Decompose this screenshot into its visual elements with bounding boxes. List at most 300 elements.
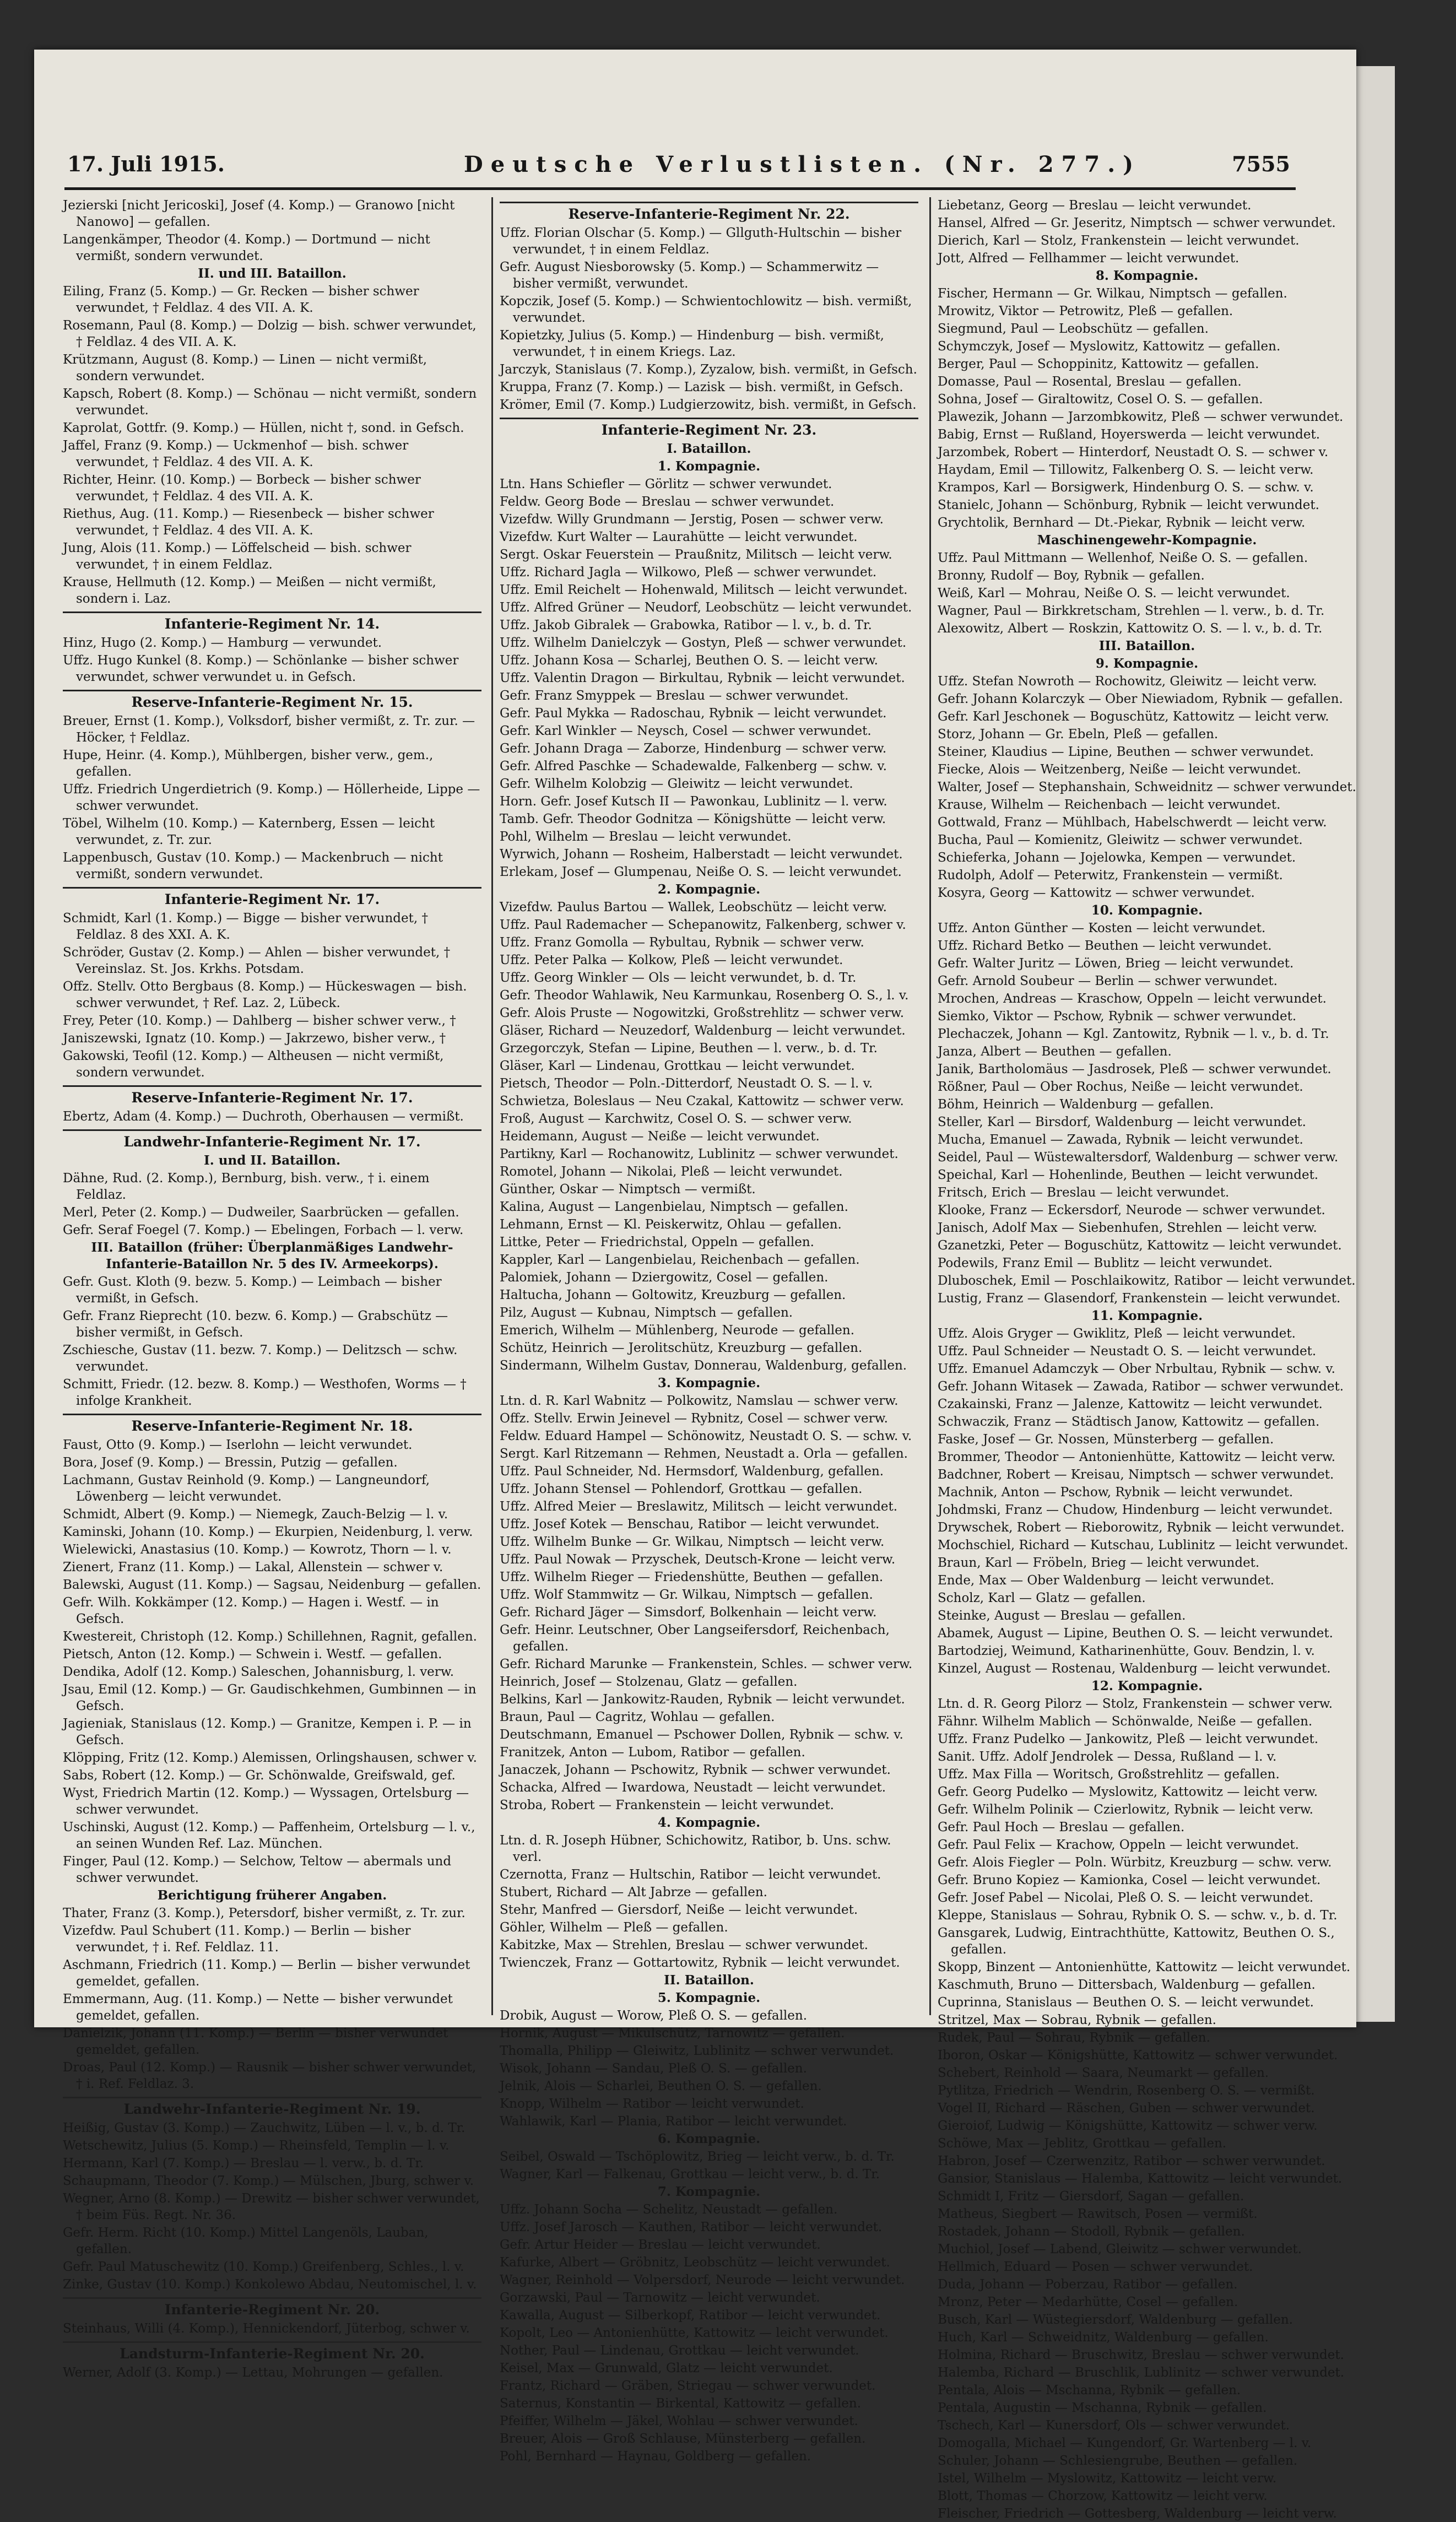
unit-subheading: 6. Kompagnie. (657, 2131, 761, 2146)
casualty-entry: Tschech, Karl — Kunersdorf, Ols — schwer verwundet. (938, 2418, 1290, 2433)
casualty-entry: Haltucha, Johann — Goltowitz, Kreuzburg — gefallen. (500, 1288, 846, 1302)
casualty-entry: Zinke, Gustav (10. Komp.) Konkolewo Abdau, Neutomischel, l. v. (63, 2277, 477, 2292)
casualty-entry: Janaczek, Johann — Pschowitz, Rybnik — schwer verwundet. (500, 1763, 891, 1777)
casualty-entry: Vizefdw. Paulus Bartou — Wallek, Leobschütz — leicht verw. (500, 900, 887, 914)
casualty-entry: Deutschmann, Emanuel — Pschower Dollen, Rybnik — schw. v. (500, 1728, 903, 1742)
casualty-entry: Gläser, Karl — Lindenau, Grottkau — leicht verwundet. (500, 1059, 855, 1073)
casualty-entry: Jaffel, Franz (9. Komp.) — Uckmenhof — bish. schwer verwundet, † Feldlaz. 4 des VII. A. K. (63, 439, 409, 469)
casualty-entry: Franitzek, Anton — Lubom, Ratibor — gefallen. (500, 1745, 805, 1760)
casualty-entry: Stritzel, Max — Sobrau, Rybnik — gefallen. (938, 2013, 1216, 2027)
casualty-entry: Rostadek, Johann — Stodoll, Rybnik — gefallen. (938, 2225, 1245, 2239)
casualty-entry: Badchner, Robert — Kreisau, Nimptsch — schwer verwundet. (938, 1468, 1334, 1482)
casualty-entry: Uschinski, August (12. Komp.) — Paffenheim, Ortelsburg — l. v., an seinen Wunden Ref. Laz. München. (63, 1820, 475, 1851)
casualty-entry: Wahlawik, Karl — Plania, Ratibor — leicht verwundet. (500, 2114, 847, 2129)
casualty-entry: Gefr. Heinr. Leutschner, Ober Langseifersdorf, Reichenbach, gefallen. (500, 1623, 890, 1654)
unit-subheading: 1. Kompagnie. (657, 459, 761, 474)
casualty-entry: Schütz, Heinrich — Jerolitschütz, Kreuzburg — gefallen. (500, 1341, 863, 1355)
header-title (464, 151, 1141, 177)
casualty-entry: Lachmann, Gustav Reinhold (9. Komp.) — Langneundorf, Löwenberg — leicht verwundet. (63, 1473, 430, 1504)
casualty-entry: Werner, Adolf (3. Komp.) — Lettau, Mohrungen — gefallen. (63, 2366, 443, 2380)
casualty-entry: Gzanetzki, Peter — Boguschütz, Kattowitz — leicht verwundet. (938, 1238, 1342, 1253)
casualty-entry: Krause, Hellmuth (12. Komp.) — Meißen — nicht vermißt, sondern i. Laz. (63, 575, 436, 606)
casualty-entry: Aschmann, Friedrich (11. Komp.) — Berlin — bisher verwundet gemeldet, gefallen. (63, 1958, 470, 1989)
casualty-entry: Stehr, Manfred — Giersdorf, Neiße — leicht verwundet. (500, 1903, 858, 1917)
header-page-number: 7555 (1232, 151, 1290, 176)
casualty-entry: Domogalla, Michael — Kungendorf, Gr. Wartenberg — l. v. (938, 2436, 1312, 2450)
casualty-entry: Seibel, Oswald — Tschöplowitz, Brieg — leicht verw., b. d. Tr. (500, 2150, 895, 2164)
casualty-entry: Uffz. Georg Winkler — Ols — leicht verwundet, b. d. Tr. (500, 971, 857, 985)
casualty-entry: Uffz. Anton Günther — Kosten — leicht verwundet. (938, 921, 1266, 935)
casualty-entry: Janisch, Adolf Max — Siebenhufen, Strehlen — leicht verw. (938, 1221, 1317, 1235)
casualty-entry: Krampos, Karl — Borsigwerk, Hindenburg O. S. — schw. v. (938, 480, 1314, 495)
unit-subheading: 2. Kompagnie. (657, 882, 761, 897)
casualty-entry: Uffz. Franz Gomolla — Rybultau, Rybnik — schwer verw. (500, 935, 864, 950)
casualty-entry: Zschiesche, Gustav (11. bezw. 7. Komp.) — Delitzsch — schw. verwundet. (63, 1343, 458, 1374)
casualty-entry: Richter, Heinr. (10. Komp.) — Borbeck — bisher schwer verwundet, † Feldlaz. 4 des VII. A. K. (63, 473, 421, 504)
casualty-entry: Gottwald, Franz — Mühlbach, Habelschwerdt — leicht verw. (938, 815, 1327, 830)
casualty-entry: Gorzawski, Paul — Tarnowitz — leicht verwundet. (500, 2291, 820, 2305)
casualty-entry: Gakowski, Teofil (12. Komp.) — Altheusen — nicht vermißt, sondern verwundet. (63, 1049, 444, 1080)
casualty-entry: Haydam, Emil — Tillowitz, Falkenberg O. S. — leicht verw. (938, 463, 1314, 477)
casualty-entry: Twienczek, Franz — Gottartowitz, Rybnik — leicht verwundet. (500, 1956, 900, 1970)
casualty-entry: Drywschek, Robert — Rieborowitz, Rybnik — leicht verwundet. (938, 1520, 1345, 1535)
casualty-entry: Schmitt, Friedr. (12. bezw. 8. Komp.) — Westhofen, Worms — † infolge Krankheit. (63, 1377, 467, 1408)
casualty-entry: Uffz. Florian Olschar (5. Komp.) — Gllguth-Hultschin — bisher verwundet, † in einem Feldlaz. (500, 226, 902, 257)
casualty-entry: Günther, Oskar — Nimptsch — vermißt. (500, 1182, 756, 1197)
casualty-entry: Janik, Bartholomäus — Jasdrosek, Pleß — schwer verwundet. (938, 1062, 1331, 1076)
unit-subheading: I. und II. Bataillon. (204, 1153, 340, 1168)
casualty-entry: Uffz. Johann Stensel — Pohlendorf, Grottkau — gefallen. (500, 1482, 863, 1496)
header-title-text: Deutsche Verlustlisten. (464, 151, 929, 177)
casualty-entry: Seidel, Paul — Wüstewaltersdorf, Waldenburg — schwer verw. (938, 1150, 1339, 1165)
casualty-entry: Offz. Stellv. Otto Bergbaus (8. Komp.) — Hückeswagen — bish. schwer verwundet, † Ref. Laz. 2, Lübeck. (63, 979, 467, 1010)
casualty-entry: Wielewicki, Anastasius (10. Komp.) — Kowrotz, Thorn — l. v. (63, 1543, 452, 1557)
unit-subheading: III. Bataillon. (1098, 638, 1195, 653)
casualty-entry: Gefr. Wilhelm Kolobzig — Gleiwitz — leicht verwundet. (500, 777, 853, 791)
casualty-entry: Schacka, Alfred — Iwardowa, Neustadt — leicht verwundet. (500, 1780, 886, 1795)
casualty-entry: Gefr. Johann Draga — Zaborze, Hindenburg — schwer verw. (500, 742, 887, 756)
unit-subheading: I. Bataillon. (667, 441, 751, 456)
casualty-entry: Bucha, Paul — Komienitz, Gleiwitz — schwer verwundet. (938, 833, 1303, 847)
casualty-entry: Uffz. Hugo Kunkel (8. Komp.) — Schönlanke — bisher schwer verwundet, schwer verwundet u. in Gefsch. (63, 653, 459, 684)
unit-subheading: 4. Kompagnie. (657, 1815, 761, 1830)
casualty-entry: Gefr. Paul Matuschewitz (10. Komp.) Greifenberg, Schles., l. v. (63, 2260, 464, 2274)
casualty-entry: Kopolt, Leo — Antonienhütte, Kattowitz — leicht verwundet. (500, 2326, 889, 2340)
casualty-entry: Breuer, Ernst (1. Komp.), Volksdorf, bisher vermißt, z. Tr. zur. — Höcker, † Feldlaz. (63, 714, 475, 745)
casualty-entry: Uffz. Max Filla — Woritsch, Großstrehlitz — gefallen. (938, 1767, 1280, 1782)
casualty-entry: Partikny, Karl — Rochanowitz, Lublinitz — schwer verwundet. (500, 1147, 899, 1161)
casualty-entry: Nother, Paul — Lindenau, Grottkau — leicht verwundet. (500, 2344, 859, 2358)
casualty-entry: Brommer, Theodor — Antonienhütte, Kattowitz — leicht verw. (938, 1450, 1336, 1464)
casualty-entry: Pentala, Augustin — Mschanna, Rybnik — gefallen. (938, 2401, 1267, 2415)
casualty-entry: Uffz. Emil Reichelt — Hohenwald, Militsch — leicht verwundet. (500, 583, 908, 597)
casualty-entry: Fähnr. Wilhelm Mablich — Schönwalde, Neiße — gefallen. (938, 1714, 1313, 1729)
casualty-entry: Gansgarek, Ludwig, Eintrachthütte, Kattowitz, Beuthen O. S., gefallen. (938, 1926, 1335, 1957)
casualty-entry: Pfeiffer, Wilhelm — Jäkel, Wohlau — schwer verwundet. (500, 2414, 858, 2428)
regiment-heading: Landwehr-Infanterie-Regiment Nr. 17. (63, 1129, 481, 1150)
casualty-entry: Kaminski, Johann (10. Komp.) — Ekurpien, Neidenburg, l. verw. (63, 1525, 473, 1539)
casualty-entry: Rößner, Paul — Ober Rochus, Neiße — leicht verwundet. (938, 1080, 1303, 1094)
casualty-entry: Stroba, Robert — Frankenstein — leicht verwundet. (500, 1798, 834, 1812)
casualty-entry: Dähne, Rud. (2. Komp.), Bernburg, bish. verw., † i. einem Feldlaz. (63, 1171, 430, 1202)
casualty-entry: Sergt. Oskar Feuerstein — Praußnitz, Militsch — leicht verw. (500, 548, 892, 562)
casualty-entry: Pohl, Wilhelm — Breslau — leicht verwundet. (500, 830, 792, 844)
casualty-entry: Gefr. Wilh. Kokkämper (12. Komp.) — Hagen i. Westf. — in Gefsch. (63, 1595, 439, 1626)
regiment-heading: Reserve-Infanterie-Regiment Nr. 17. (63, 1085, 481, 1106)
casualty-entry: Pilz, August — Kubnau, Nimptsch — gefallen. (500, 1306, 793, 1320)
casualty-entry: Sindermann, Wilhelm Gustav, Donnerau, Waldenburg, gefallen. (500, 1359, 907, 1373)
casualty-entry: Gefr. Herm. Richt (10. Komp.) Mittel Langenöls, Lauban, gefallen. (63, 2226, 429, 2256)
casualty-entry: Mochschiel, Richard — Kutschau, Lublinitz — leicht verwundet. (938, 1538, 1349, 1552)
casualty-entry: Uffz. Paul Nowak — Przyschek, Deutsch-Krone — leicht verw. (500, 1552, 896, 1567)
document-page (34, 50, 1356, 2521)
casualty-entry: Kawalla, August — Silberkopf, Ratibor — leicht verwundet. (500, 2308, 881, 2323)
casualty-entry: Vizefdw. Willy Grundmann — Jerstig, Posen — schwer verw. (500, 512, 884, 527)
casualty-entry: Wyst, Friedrich Martin (12. Komp.) — Wyssagen, Ortelsburg — schwer verwundet. (63, 1786, 469, 1817)
casualty-entry: Wagner, Reinhold — Volpersdorf, Neurode — leicht verwundet. (500, 2273, 905, 2287)
casualty-entry: Liebetanz, Georg — Breslau — leicht verwundet. (938, 198, 1252, 213)
casualty-entry: Thater, Franz (3. Komp.), Petersdorf, bisher vermißt, z. Tr. zur. (63, 1906, 466, 1920)
casualty-entry: Kopczik, Josef (5. Komp.) — Schwientochlowitz — bish. vermißt, verwundet. (500, 294, 912, 325)
casualty-entry: Hermann, Karl (7. Komp.) — Breslau — l. verw., b. d. Tr. (63, 2156, 424, 2171)
unit-subheading: Maschinengewehr-Kompagnie. (1037, 533, 1257, 548)
casualty-entry: Gieroiof, Ludwig — Königshütte, Kattowitz — schwer verw. (938, 2119, 1318, 2133)
casualty-entry: Cuprinna, Stanislaus — Beuthen O. S. — leicht verwundet. (938, 1995, 1314, 2010)
casualty-entry: Gefr. Alois Pruste — Nogowitzki, Großstrehlitz — schwer verw. (500, 1006, 905, 1020)
casualty-entry: Braun, Paul — Cagritz, Wohlau — gefallen. (500, 1710, 775, 1724)
page-header (67, 151, 1290, 186)
casualty-entry: Weiß, Karl — Mohrau, Neiße O. S. — leicht verwundet. (938, 586, 1290, 600)
casualty-entry: Steller, Karl — Birsdorf, Waldenburg — leicht verwundet. (938, 1115, 1306, 1129)
casualty-entry: Czernotta, Franz — Hultschin, Ratibor — leicht verwundet. (500, 1868, 881, 1882)
casualty-entry: Kabitzke, Max — Strehlen, Breslau — schwer verwundet. (500, 1938, 868, 1952)
casualty-entry: Bora, Josef (9. Komp.) — Bressin, Putzig — gefallen. (63, 1455, 398, 1470)
unit-subheading: 11. Kompagnie. (1091, 1308, 1203, 1323)
casualty-entry: Schöwe, Max — Jeblitz, Grottkau — gefallen. (938, 2136, 1227, 2151)
casualty-entry: Janza, Albert — Beuthen — gefallen. (938, 1044, 1172, 1059)
casualty-entry: Gefr. Franz Rieprecht (10. bezw. 6. Komp.) — Grabschütz — bisher vermißt, in Gefsch. (63, 1309, 448, 1340)
unit-subheading: 12. Kompagnie. (1091, 1679, 1203, 1693)
casualty-entry: Plechaczek, Johann — Kgl. Zantowitz, Rybnik — l. v., b. d. Tr. (938, 1027, 1329, 1041)
casualty-entry: Hinz, Hugo (2. Komp.) — Hamburg — verwundet. (63, 636, 382, 650)
casualty-entry: Balewski, August (11. Komp.) — Sagsau, Neidenburg — gefallen. (63, 1578, 481, 1592)
unit-subheading: Berichtigung früherer Angaben. (157, 1888, 387, 1903)
casualty-entry: Uffz. Josef Kotek — Benschau, Ratibor — leicht verwundet. (500, 1517, 880, 1531)
casualty-entry: Janiszewski, Ignatz (10. Komp.) — Jakrzewo, bisher verw., † (63, 1031, 446, 1046)
casualty-entry: Holmina, Richard — Bruschwitz, Breslau — schwer verwundet. (938, 2348, 1344, 2362)
regiment-heading: Reserve-Infanterie-Regiment Nr. 22. (500, 202, 918, 223)
casualty-entry: Saternus, Konstantin — Birkental, Kattowitz — gefallen. (500, 2396, 862, 2411)
unit-subheading: II. Bataillon. (664, 1973, 754, 1988)
casualty-entry: Gefr. Josef Pabel — Nicolai, Pleß O. S. — leicht verwundet. (938, 1891, 1314, 1905)
casualty-entry: Gefr. Paul Hoch — Breslau — gefallen. (938, 1820, 1185, 1834)
casualty-entry: Schebert, Reinhold — Saara, Neumarkt — gefallen. (938, 2066, 1269, 2080)
casualty-entry: Horn. Gefr. Josef Kutsch II — Pawonkau, Lublinitz — l. verw. (500, 794, 887, 809)
casualty-entry: Schuler, Johann — Schlesiengrube, Beuthen — gefallen. (938, 2454, 1298, 2468)
casualty-entry: Fleischer, Friedrich — Gottesberg, Waldenburg — leicht verw. (938, 2507, 1337, 2521)
casualty-entry: Gefr. Walter Juritz — Löwen, Brieg — leicht verwundet. (938, 956, 1294, 971)
casualty-entry: Finger, Paul (12. Komp.) — Selchow, Teltow — abermals und schwer verwundet. (63, 1854, 452, 1885)
casualty-entry: Uffz. Stefan Nowroth — Rochowitz, Gleiwitz — leicht verw. (938, 674, 1317, 689)
casualty-entry: Mrowitz, Viktor — Petrowitz, Pleß — gefallen. (938, 304, 1233, 318)
casualty-entry: Hansel, Alfred — Gr. Jeseritz, Nimptsch — schwer verwundet. (938, 216, 1336, 230)
casualty-entry: Speichal, Karl — Hohenlinde, Beuthen — leicht verwundet. (938, 1168, 1319, 1182)
casualty-entry: Uffz. Johann Socha — Schelitz, Neustadt — gefallen. (500, 2202, 838, 2217)
casualty-entry: Dendika, Adolf (12. Komp.) Saleschen, Johannisburg, l. verw. (63, 1665, 454, 1679)
casualty-entry: Braun, Karl — Fröbeln, Brieg — leicht verwundet. (938, 1556, 1260, 1570)
casualty-entry: Siegmund, Paul — Leobschütz — gefallen. (938, 322, 1209, 336)
casualty-entry: Krömer, Emil (7. Komp.) Ludgierzowitz, bish. vermißt, in Gefsch. (500, 398, 917, 412)
casualty-entry: Uffz. Paul Mittmann — Wellenhof, Neiße O. S. — gefallen. (938, 551, 1308, 565)
casualty-entry: Schieferka, Johann — Jojelowka, Kempen — verwundet. (938, 851, 1296, 865)
casualty-entry: Jarzombek, Robert — Hinterdorf, Neustadt O. S. — schwer v. (938, 445, 1329, 459)
casualty-entry: Heißig, Gustav (3. Komp.) — Zauchwitz, Lüben — l. v., b. d. Tr. (63, 2121, 466, 2135)
casualty-entry: Uffz. Franz Pudelko — Jankowitz, Pleß — leicht verwundet. (938, 1732, 1319, 1746)
casualty-entry: Istel, Wilhelm — Myslowitz, Kattowitz — leicht verw. (938, 2471, 1277, 2486)
casualty-entry: Kruppa, Franz (7. Komp.) — Lazisk — bish. vermißt, in Gefsch. (500, 380, 903, 394)
casualty-entry: Gefr. Arnold Soubeur — Berlin — schwer verwundet. (938, 974, 1278, 988)
casualty-entry: Vizefdw. Paul Schubert (11. Komp.) — Berlin — bisher verwundet, † i. Ref. Feldlaz. 11. (63, 1924, 411, 1955)
casualty-entry: Gefr. Paul Felix — Krachow, Oppeln — leicht verwundet. (938, 1838, 1299, 1852)
casualty-entry: Abamek, August — Lipine, Beuthen O. S. — leicht verwundet. (938, 1626, 1333, 1641)
regiment-heading: Infanterie-Regiment Nr. 20. (63, 2297, 481, 2318)
casualty-entry: Jelnik, Alois — Scharlei, Beuthen O. S. — gefallen. (500, 2079, 822, 2093)
casualty-entry: Uffz. Wilhelm Bunke — Gr. Wilkau, Nimptsch — leicht verw. (500, 1535, 885, 1549)
casualty-entry: Steinke, August — Breslau — gefallen. (938, 1609, 1186, 1623)
casualty-entry: Merl, Peter (2. Komp.) — Dudweiler, Saarbrücken — gefallen. (63, 1205, 459, 1220)
casualty-entry: Langenkämper, Theodor (4. Komp.) — Dortmund — nicht vermißt, sondern verwundet. (63, 232, 430, 263)
casualty-entry: Wagner, Karl — Falkenau, Grottkau — leicht verw., b. d. Tr. (500, 2167, 880, 2182)
casualty-entry: Romotel, Johann — Nikolai, Pleß — leicht verwundet. (500, 1165, 843, 1179)
casualty-entry: Sabs, Robert (12. Komp.) — Gr. Schönwalde, Greifswald, gef. (63, 1768, 456, 1783)
casualty-entry: Mrochen, Andreas — Kraschow, Oppeln — leicht verwundet. (938, 992, 1327, 1006)
casualty-entry: Muchiol, Josef — Labend, Gleiwitz — schwer verwundet. (938, 2242, 1302, 2256)
casualty-entry: Pietsch, Theodor — Poln.-Ditterdorf, Neustadt O. S. — l. v. (500, 1076, 873, 1091)
casualty-entry: Gefr. Franz Smyppek — Breslau — schwer verwundet. (500, 689, 849, 703)
casualty-entry: Gefr. August Niesborowsky (5. Komp.) — Schammerwitz — bisher vermißt, verwundet. (500, 260, 879, 291)
casualty-entry: Krützmann, August (8. Komp.) — Linen — nicht vermißt, sondern verwundet. (63, 353, 427, 383)
unit-subheading: 7. Kompagnie. (657, 2184, 761, 2199)
casualty-entry: Kosyra, Georg — Kattowitz — schwer verwundet. (938, 886, 1255, 900)
header-rule (64, 187, 1296, 190)
casualty-entry: Jott, Alfred — Fellhammer — leicht verwundet. (938, 251, 1240, 266)
casualty-entry: Uffz. Richard Jagla — Wilkowo, Pleß — schwer verwundet. (500, 565, 877, 580)
casualty-entry: Lustig, Franz — Glasendorf, Frankenstein — leicht verwundet. (938, 1291, 1341, 1306)
unit-subheading: 3. Kompagnie. (657, 1376, 761, 1390)
casualty-entry: Blott, Thomas — Chorzow, Kattowitz — leicht verw. (938, 2489, 1268, 2503)
casualty-entry: Fischer, Hermann — Gr. Wilkau, Nimptsch — gefallen. (938, 286, 1287, 301)
casualty-entry: Vizefdw. Kurt Walter — Laurahütte — leicht verwundet. (500, 530, 858, 544)
casualty-entry: Kinzel, August — Rostenau, Waldenburg — leicht verwundet. (938, 1662, 1331, 1676)
casualty-entry: Uffz. Paul Schneider — Neustadt O. S. — leicht verwundet. (938, 1344, 1317, 1359)
casualty-entry: Uffz. Wolf Stammwitz — Gr. Wilkau, Nimptsch — gefallen. (500, 1588, 873, 1602)
casualty-entry: Gefr. Karl Winkler — Neysch, Cosel — schwer verwundet. (500, 724, 872, 738)
casualty-entry: Frey, Peter (10. Komp.) — Dahlberg — bisher schwer verw., † (63, 1014, 456, 1028)
casualty-entry: Skopp, Binzent — Antonienhütte, Kattowitz — leicht verwundet. (938, 1960, 1351, 1974)
casualty-entry: Töbel, Wilhelm (10. Komp.) — Katernberg, Essen — leicht verwundet, z. Tr. zur. (63, 816, 435, 847)
casualty-entry: Rudolph, Adolf — Peterwitz, Frankenstein — vermißt. (938, 868, 1283, 883)
casualty-entry: Johdmski, Franz — Chudow, Hindenburg — leicht verwundet. (938, 1503, 1333, 1517)
casualty-entry: Eiling, Franz (5. Komp.) — Gr. Recken — bisher schwer verwundet, † Feldlaz. 4 des VII. A. K. (63, 284, 419, 315)
casualty-entry: Gefr. Artur Heider — Breslau — leicht verwundet. (500, 2238, 821, 2252)
casualty-entry: Sanit. Uffz. Adolf Jendrolek — Dessa, Rußland — l. v. (938, 1750, 1277, 1764)
casualty-entry: Schmidt, Karl (1. Komp.) — Bigge — bisher verwundet, † Feldlaz. 8 des XXI. A. K. (63, 911, 429, 942)
unit-subheading: 9. Kompagnie. (1095, 656, 1199, 671)
regiment-heading: Reserve-Infanterie-Regiment Nr. 15. (63, 690, 481, 711)
column-divider (491, 197, 493, 2015)
casualty-entry: Walter, Josef — Stephanshain, Schweidnitz — schwer verwundet. (938, 780, 1356, 794)
casualty-entry: Faske, Josef — Gr. Nossen, Münsterberg — gefallen. (938, 1432, 1274, 1447)
casualty-entry: Knopp, Wilhelm — Ratibor — leicht verwundet. (500, 2097, 804, 2111)
regiment-heading: Infanterie-Regiment Nr. 14. (63, 611, 481, 632)
casualty-entry: Storz, Johann — Gr. Ebeln, Pleß — gefallen. (938, 727, 1219, 742)
casualty-entry: Wegner, Arno (8. Komp.) — Drewitz — bisher schwer verwundet, † beim Füs. Regt. Nr. 36. (63, 2191, 480, 2222)
regiment-heading: Landwehr-Infanterie-Regiment Nr. 19. (63, 2097, 481, 2118)
casualty-entry: Kafurke, Albert — Gröbnitz, Leobschütz — leicht verwundet. (500, 2255, 890, 2270)
casualty-entry: Uffz. Jakob Gibralek — Grabowka, Ratibor — l. v., b. d. Tr. (500, 618, 872, 632)
casualty-entry: Uffz. Wilhelm Danielczyk — Gostyn, Pleß — schwer verwundet. (500, 636, 907, 650)
casualty-entry: Bartodziej, Weimund, Katharinenhütte, Gouv. Bendzin, l. v. (938, 1644, 1315, 1658)
casualty-entry: Riethus, Aug. (11. Komp.) — Riesenbeck — bisher schwer verwundet, † Feldlaz. 4 des VII. A. K. (63, 507, 434, 538)
casualty-entry: Danielzik, Johann (11. Komp.) — Berlin — bisher verwundet gemeldet, gefallen. (63, 2026, 448, 2057)
casualty-entry: Jagieniak, Stanislaus (12. Komp.) — Granitze, Kempen i. P. — in Gefsch. (63, 1717, 472, 1747)
casualty-entry: Emerich, Wilhelm — Mühlenberg, Neurode — gefallen. (500, 1323, 855, 1338)
casualty-entry: Kappler, Karl — Langenbielau, Reichenbach — gefallen. (500, 1253, 860, 1267)
casualty-entry: Babig, Ernst — Rußland, Hoyerswerda — leicht verwundet. (938, 427, 1320, 442)
casualty-entry: Böhm, Heinrich — Waldenburg — gefallen. (938, 1097, 1214, 1112)
casualty-entry: Sohna, Josef — Giraltowitz, Cosel O. S. — gefallen. (938, 392, 1263, 407)
casualty-entry: Littke, Peter — Friedrichstal, Oppeln — gefallen. (500, 1235, 814, 1249)
casualty-entry: Pohl, Bernhard — Haynau, Goldberg — gefallen. (500, 2449, 811, 2464)
casualty-entry: Schmidt I, Fritz — Giersdorf, Sagan — gefallen. (938, 2189, 1244, 2204)
casualty-entry: Fiecke, Alois — Weitzenberg, Neiße — leicht verwundet. (938, 762, 1301, 777)
casualty-entry: Stubert, Richard — Alt Jabrze — gefallen. (500, 1885, 767, 1899)
casualty-entry: Emmermann, Aug. (11. Komp.) — Nette — bisher verwundet gemeldet, gefallen. (63, 1992, 453, 2023)
header-date: 17. Juli 1915. (67, 151, 225, 176)
casualty-entry: Gefr. Wilhelm Polinik — Czierlowitz, Rybnik — leicht verw. (938, 1803, 1313, 1817)
casualty-entry: Tamb. Gefr. Theodor Godnitza — Königshütte — leicht verw. (500, 812, 886, 826)
casualty-entry: Thomalla, Philipp — Gleiwitz, Lublinitz — schwer verwundet. (500, 2044, 894, 2058)
casualty-entry: Ende, Max — Ober Waldenburg — leicht verwundet. (938, 1573, 1275, 1588)
casualty-entry: Domasse, Paul — Rosental, Breslau — gefallen. (938, 375, 1242, 389)
casualty-entry: Uffz. Richard Betko — Beuthen — leicht verwundet. (938, 939, 1272, 953)
casualty-entry: Gansior, Stanislaus — Halemba, Kattowitz — leicht verwundet. (938, 2172, 1343, 2186)
casualty-entry: Bronny, Rudolf — Boy, Rybnik — gefallen. (938, 569, 1205, 583)
casualty-entry: Kaschmuth, Bruno — Dittersbach, Waldenburg — gefallen. (938, 1978, 1316, 1992)
column-divider (929, 197, 931, 2015)
casualty-entry: Ltn. d. R. Georg Pilorz — Stolz, Frankenstein — schwer verw. (938, 1697, 1333, 1711)
casualty-entry: Halemba, Richard — Bruschlik, Lublinitz — schwer verwundet. (938, 2366, 1345, 2380)
casualty-entry: Sergt. Karl Ritzemann — Rehmen, Neustadt a. Orla — gefallen. (500, 1447, 908, 1461)
casualty-entry: Uffz. Emanuel Adamczyk — Ober Nrbultau, Rybnik — schw. v. (938, 1362, 1335, 1376)
casualty-entry: Göhler, Wilhelm — Pleß — gefallen. (500, 1920, 728, 1935)
casualty-entry: Stanielc, Johann — Schönburg, Rybnik — leicht verwundet. (938, 498, 1319, 512)
casualty-entry: Berger, Paul — Schoppinitz, Kattowitz — gefallen. (938, 357, 1259, 371)
casualty-entry: Uffz. Paul Schneider, Nd. Hermsdorf, Waldenburg, gefallen. (500, 1464, 884, 1479)
casualty-entry: Schröder, Gustav (2. Komp.) — Ahlen — bisher verwundet, † Vereinslaz. St. Jos. Krkhs. Potsdam. (63, 945, 451, 976)
casualty-entry: Rudek, Paul — Sohrau, Rybnik — gefallen. (938, 2031, 1210, 2045)
casualty-entry: Uffz. Alois Gryger — Gwiklitz, Pleß — leicht verwundet. (938, 1327, 1296, 1341)
casualty-entry: Dierich, Karl — Stolz, Frankenstein — leicht verwundet. (938, 234, 1300, 248)
casualty-entry: Uffz. Valentin Dragon — Birkultau, Rybnik — leicht verwundet. (500, 671, 905, 685)
casualty-entry: Erlekam, Josef — Glumpenau, Neiße O. S. — leicht verwundet. (500, 865, 902, 879)
casualty-entry: Machnik, Anton — Pschow, Rybnik — leicht verwundet. (938, 1485, 1293, 1500)
casualty-entry: Gefr. Richard Marunke — Frankenstein, Schles. — schwer verw. (500, 1657, 913, 1671)
casualty-entry: Gefr. Karl Jeschonek — Boguschütz, Kattowitz — leicht verw. (938, 710, 1329, 724)
casualty-entry: Schymczyk, Josef — Myslowitz, Kattowitz — gefallen. (938, 339, 1281, 354)
casualty-entry: Gefr. Johann Witasek — Zawada, Ratibor — schwer verwundet. (938, 1379, 1344, 1394)
casualty-entry: Uffz. Peter Palka — Kolkow, Pleß — leicht verwundet. (500, 953, 843, 967)
casualty-entry: Gefr. Gust. Kloth (9. bezw. 5. Komp.) — Leimbach — bisher vermißt, in Gefsch. (63, 1275, 442, 1306)
casualty-entry: Gläser, Richard — Neuzedorf, Waldenburg — leicht verwundet. (500, 1024, 906, 1038)
casualty-entry: Kalina, August — Langenbielau, Nimptsch — gefallen. (500, 1200, 848, 1214)
casualty-entry: Schmidt, Albert (9. Komp.) — Niemegk, Zauch-Belzig — l. v. (63, 1507, 448, 1522)
casualty-entry: Gefr. Georg Pudelko — Myslowitz, Kattowitz — leicht verw. (938, 1785, 1318, 1799)
casualty-entry: Uffz. Alfred Meier — Breslawitz, Militsch — leicht verwundet. (500, 1500, 898, 1514)
casualty-entry: Jezierski [nicht Jericoski], Josef (4. Komp.) — Granowo [nicht Nanowo] — gefallen. (63, 198, 455, 229)
casualty-entry: Huch, Karl — Schweidnitz, Waldenburg — gefallen. (938, 2330, 1269, 2345)
casualty-entry: Kopietzky, Julius (5. Komp.) — Hindenburg — bish. vermißt, verwundet, † in einem Kriegs. Laz. (500, 328, 884, 359)
text-column-1 (63, 197, 481, 2380)
casualty-entry: Gefr. Johann Kolarczyk — Ober Niewiadom, Rybnik — gefallen. (938, 692, 1343, 706)
casualty-entry: Heidemann, August — Neiße — leicht verwundet. (500, 1129, 820, 1144)
unit-subheading: 10. Kompagnie. (1091, 903, 1203, 918)
casualty-entry: Gefr. Bruno Kopiez — Kamionka, Cosel — leicht verwundet. (938, 1873, 1321, 1887)
casualty-entry: Kapsch, Robert (8. Komp.) — Schönau — nicht vermißt, sondern verwundet. (63, 387, 477, 418)
text-column-2 (500, 197, 918, 2464)
casualty-entry: Steinhaus, Willi (4. Komp.), Hennickendorf, Jüterbog, schwer v. (63, 2321, 470, 2336)
casualty-entry: Gefr. Alfred Paschke — Schadewalde, Falkenberg — schw. v. (500, 759, 887, 773)
casualty-entry: Palomiek, Johann — Dziergowitz, Cosel — gefallen. (500, 1270, 829, 1285)
casualty-entry: Scholz, Karl — Glatz — gefallen. (938, 1591, 1146, 1605)
casualty-entry: Gefr. Theodor Wahlawik, Neu Karmunkau, Rosenberg O. S., l. v. (500, 988, 909, 1003)
casualty-entry: Gefr. Paul Mykka — Radoschau, Rybnik — leicht verwundet. (500, 706, 887, 721)
casualty-entry: Uffz. Wilhelm Rieger — Friedenshütte, Beuthen — gefallen. (500, 1570, 884, 1584)
casualty-entry: Uffz. Alfred Grüner — Neudorf, Leobschütz — leicht verwundet. (500, 600, 912, 615)
casualty-entry: Grzegorczyk, Stefan — Lipine, Beuthen — l. verw., b. d. Tr. (500, 1041, 878, 1056)
casualty-entry: Jarczyk, Stanislaus (7. Komp.), Zyzalow, bish. vermißt, in Gefsch. (500, 362, 917, 377)
regiment-heading: Infanterie-Regiment Nr. 17. (63, 887, 481, 908)
regiment-heading: Landsturm-Infanterie-Regiment Nr. 20. (63, 2341, 481, 2362)
casualty-entry: Faust, Otto (9. Komp.) — Iserlohn — leicht verwundet. (63, 1438, 413, 1452)
casualty-entry: Pietsch, Anton (12. Komp.) — Schwein i. Westf. — gefallen. (63, 1647, 442, 1662)
casualty-entry: Schaupmann, Theodor (7. Komp.) — Mülschen, Jburg, schwer v. (63, 2174, 474, 2188)
casualty-entry: Feldw. Georg Bode — Breslau — schwer verwundet. (500, 495, 835, 509)
casualty-entry: Uffz. Johann Kosa — Scharlej, Beuthen O. S. — leicht verw. (500, 653, 878, 668)
casualty-entry: Gefr. Richard Jäger — Simsdorf, Bolkenhain — leicht verw. (500, 1605, 877, 1620)
casualty-entry: Wyrwich, Johann — Rosheim, Halberstadt — leicht verwundet. (500, 847, 903, 862)
casualty-entry: Busch, Karl — Wüstegiersdorf, Waldenburg — gefallen. (938, 2313, 1293, 2327)
casualty-entry: Jung, Alois (11. Komp.) — Löffelscheid — bish. schwer verwundet, † in einem Feldlaz. (63, 541, 412, 572)
casualty-entry: Rosemann, Paul (8. Komp.) — Dolzig — bish. schwer verwundet, † Feldlaz. 4 des VII. A. K. (63, 318, 477, 349)
regiment-heading: Reserve-Infanterie-Regiment Nr. 18. (63, 1414, 481, 1435)
casualty-entry: Fritsch, Erich — Breslau — leicht verwundet. (938, 1186, 1230, 1200)
casualty-entry: Drobik, August — Worow, Pleß O. S. — gefallen. (500, 2009, 808, 2023)
casualty-entry: Wisok, Johann — Sandau, Pleß O. S. — gefallen. (500, 2061, 807, 2076)
casualty-entry: Hellmich, Eduard — Posen — schwer verwundet. (938, 2260, 1253, 2274)
regiment-heading: Infanterie-Regiment Nr. 23. (500, 418, 918, 439)
header-issue: (Nr. 277.) (944, 151, 1141, 177)
casualty-entry: Schwietza, Boleslaus — Neu Czakal, Kattowitz — schwer verw. (500, 1094, 904, 1108)
casualty-entry: Froß, August — Karchwitz, Cosel O. S. — schwer verw. (500, 1112, 852, 1126)
casualty-entry: Uffz. Friedrich Ungerdietrich (9. Komp.) — Höllerheide, Lippe — schwer verwundet. (63, 782, 480, 813)
casualty-entry: Iboron, Oskar — Königshütte, Kattowitz — schwer verwundet. (938, 2048, 1338, 2063)
casualty-entry: Ltn. d. R. Karl Wabnitz — Polkowitz, Namslau — schwer verw. (500, 1394, 899, 1408)
casualty-entry: Klöpping, Fritz (12. Komp.) Alemissen, Orlingshausen, schwer v. (63, 1751, 477, 1765)
casualty-entry: Droas, Paul (12. Komp.) — Rausnik — bisher schwer verwundet, † i. Ref. Feldlaz. 3. (63, 2060, 477, 2091)
casualty-entry: Plawezik, Johann — Jarzombkowitz, Pleß — schwer verwundet. (938, 410, 1344, 424)
casualty-entry: Mronz, Peter — Medarhütte, Cosel — gefallen. (938, 2295, 1238, 2309)
